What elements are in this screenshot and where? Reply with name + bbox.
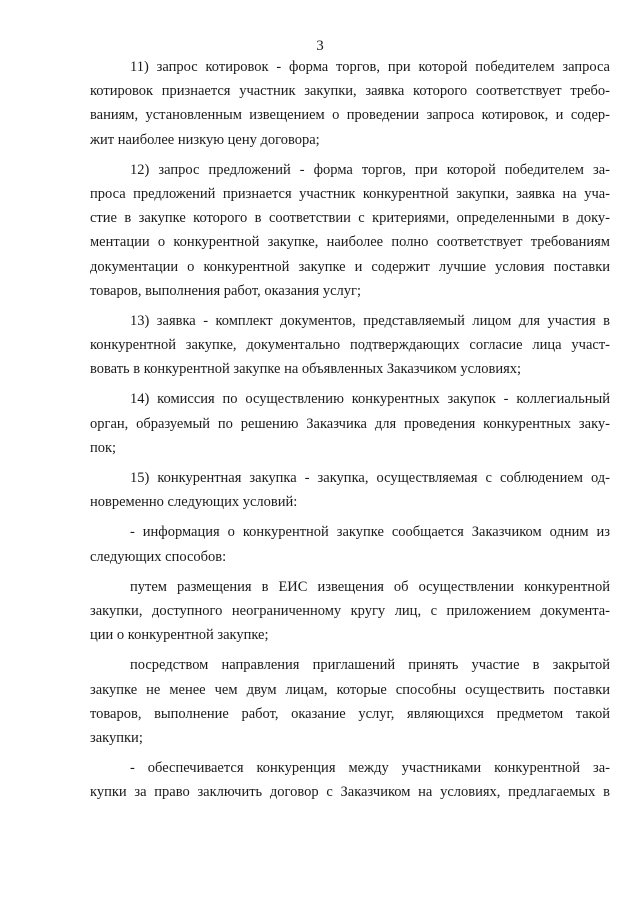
paragraph <box>90 466 610 514</box>
page-number: 3 <box>316 38 324 54</box>
text-line: следующих способов: <box>90 548 227 565</box>
text-line: закупке не менее чем двум лицам, которые способны осуществить поставки <box>90 681 610 698</box>
text-line: ментации о конкурентной закупке, наиболее полно соответствует требованиям <box>90 234 610 251</box>
text-line: новременно следующих условий: <box>90 494 298 511</box>
paragraph <box>90 309 610 382</box>
text-line: ции о конкурентной закупке; <box>90 627 269 644</box>
paragraph <box>90 575 610 648</box>
text-line: путем размещения в ЕИС извещения об осуществлении конкурентной <box>130 578 610 595</box>
document-body <box>90 55 610 804</box>
text-line: вовать в конкурентной закупке на объявленных Заказчиком условиях; <box>90 361 522 378</box>
text-line: стие в закупке которого в соответствии с критериями, определенными в доку- <box>90 210 610 227</box>
paragraph <box>90 158 610 303</box>
text-line: 14) комиссия по осуществлению конкурентных закупок - коллегиальный <box>130 391 610 408</box>
paragraph <box>90 387 610 460</box>
paragraph <box>90 653 610 750</box>
text-line: конкурентной закупке, документально подтверждающих согласие лица участ- <box>90 337 610 354</box>
paragraph <box>90 756 610 804</box>
text-line: купки за право заключить договор с Заказчиком на условиях, предлагаемых в <box>90 784 610 801</box>
paragraph <box>90 520 610 568</box>
text-line: жит наиболее низкую цену договора; <box>90 131 320 148</box>
text-line: 11) запрос котировок - форма торгов, при которой победителем запроса <box>130 59 610 75</box>
text-line: проса предложений признается участник конкурентной закупки, заявка на уча- <box>90 185 610 202</box>
paragraph <box>90 55 610 152</box>
text-line: товаров, выполнения работ, оказания услуг; <box>90 282 361 299</box>
text-line: орган, образуемый по решению Заказчика для проведения конкурентных заку- <box>90 415 610 432</box>
text-line: 13) заявка - комплект документов, представляемый лицом для участия в <box>130 312 610 329</box>
text-line: закупки, доступного неограниченному кругу лиц, с приложением документа- <box>90 602 610 619</box>
text-line: - обеспечивается конкуренция между участниками конкурентной за- <box>130 760 610 777</box>
text-line: документации о конкурентной закупке и содержит лучшие условия поставки <box>90 258 610 275</box>
text-line: - информация о конкурентной закупке сообщается Заказчиком одним из <box>130 524 610 541</box>
text-line: товаров, выполнение работ, оказание услуг, являющихся предметом такой <box>90 705 610 722</box>
text-line: котировок признается участник закупки, заявка которого соответствует требо- <box>90 83 610 100</box>
text-line: закупки; <box>90 729 143 746</box>
text-line: посредством направления приглашений принять участие в закрытой <box>130 657 610 674</box>
text-line: пок; <box>90 439 117 456</box>
text-line: 12) запрос предложений - форма торгов, при которой победителем за- <box>130 161 610 178</box>
text-line: ваниям, установленным извещением о проведении запроса котировок, и содер- <box>90 107 610 124</box>
text-line: 15) конкурентная закупка - закупка, осуществляемая с соблюдением од- <box>130 470 610 486</box>
